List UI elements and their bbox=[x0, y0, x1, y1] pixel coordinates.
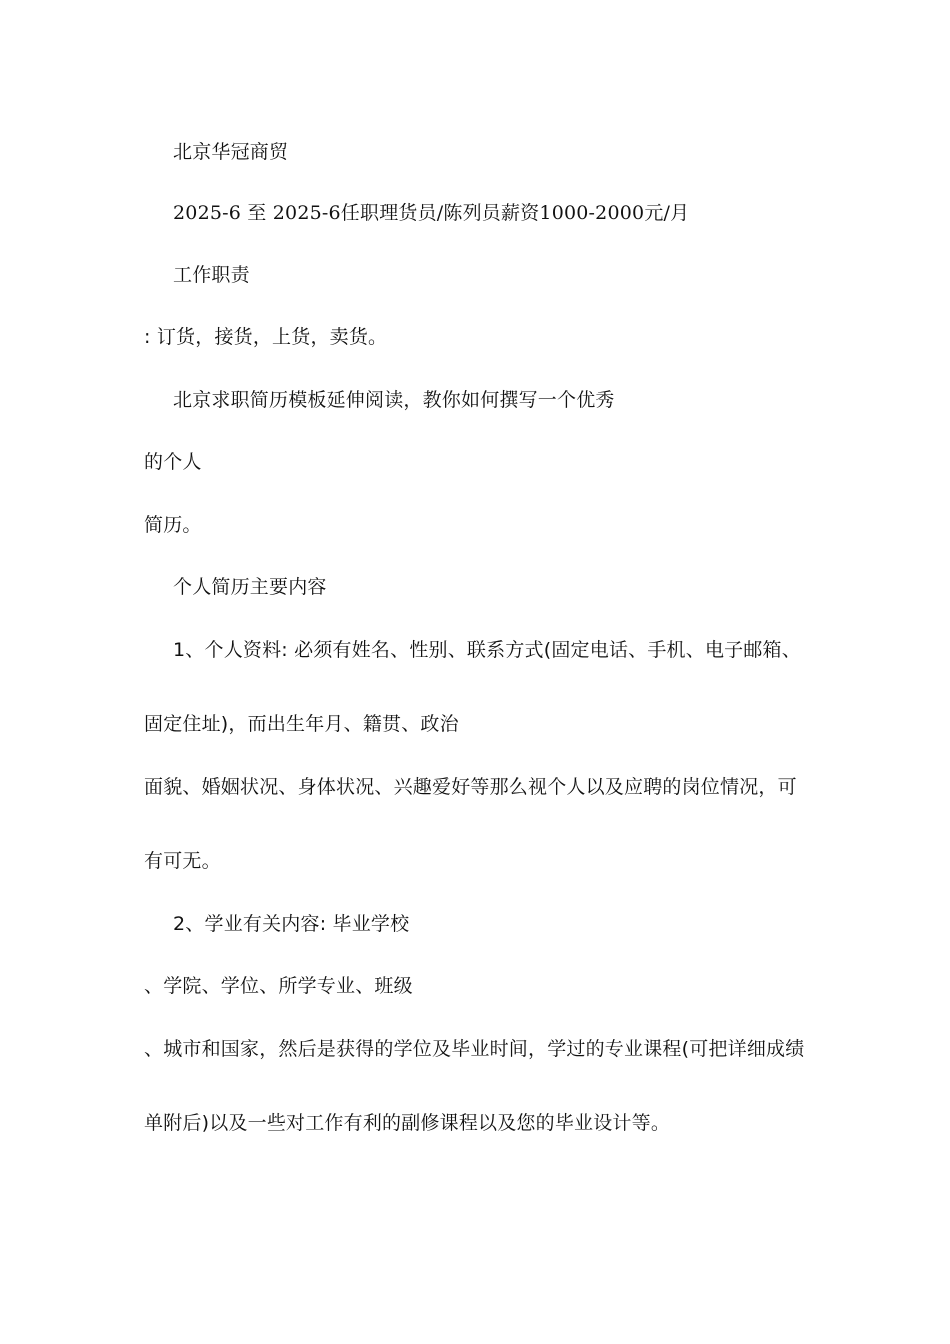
company-name: 北京华冠商贸 bbox=[173, 141, 289, 163]
paragraph-line: 单附后)以及一些对工作有利的副修课程以及您的毕业设计等。 bbox=[144, 1112, 671, 1134]
paragraph-line: 有可无。 bbox=[144, 850, 221, 872]
paragraph-line: 面貌、婚姻状况、身体状况、兴趣爱好等那么视个人以及应聘的岗位情况，可 bbox=[144, 776, 797, 798]
paragraph-line: 简历。 bbox=[144, 514, 202, 536]
paragraph-line: 2、学业有关内容: 毕业学校 bbox=[173, 913, 410, 935]
section-heading: 个人简历主要内容 bbox=[173, 576, 327, 598]
paragraph-line: 固定住址)，而出生年月、籍贯、政治 bbox=[144, 713, 459, 735]
paragraph-line: 北京求职简历模板延伸阅读，教你如何撰写一个优秀 bbox=[173, 389, 615, 411]
paragraph-line: 1、个人资料: 必须有姓名、性别、联系方式(固定电话、手机、电子邮箱、 bbox=[173, 639, 801, 661]
paragraph-line: 的个人 bbox=[144, 451, 202, 473]
employment-period-line: 2025-6 至 2025-6任职理货员/陈列员薪资1000-2000元/月 bbox=[173, 202, 690, 224]
job-duties-text: : 订货，接货，上货，卖货。 bbox=[144, 326, 388, 348]
paragraph-line: 、城市和国家，然后是获得的学位及毕业时间，学过的专业课程(可把详细成绩 bbox=[144, 1038, 805, 1060]
job-duties-heading: 工作职责 bbox=[173, 264, 250, 286]
paragraph-line: 、学院、学位、所学专业、班级 bbox=[144, 975, 413, 997]
